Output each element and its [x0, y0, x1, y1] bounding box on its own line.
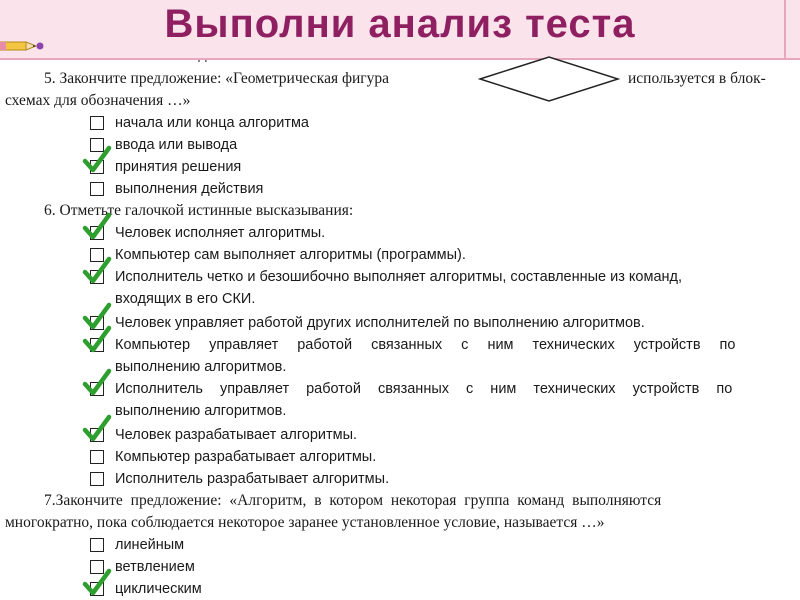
q5-option-2: ввода или вывода [115, 137, 238, 153]
q5-text-b: используется в блок- [628, 70, 766, 87]
checkbox[interactable] [90, 472, 104, 486]
title-banner [0, 0, 800, 60]
check-icon [82, 368, 112, 396]
check-icon [82, 568, 112, 596]
q7-option-3: циклическим [115, 581, 202, 597]
q6-option-3-line-1: Исполнитель четко и безошибочно выполняет алгоритмы, составленные из команд, [115, 269, 683, 285]
q6-option-2: Компьютер сам выполняет алгоритмы (программы). [115, 247, 466, 263]
checkbox[interactable] [90, 450, 104, 464]
q6-option-6-line-1: Исполнитель управляет работой связанных с ним технических устройств по [115, 381, 733, 397]
q6-option-3-line-2: входящих в его СКИ. [115, 291, 256, 307]
check-icon [82, 212, 112, 240]
banner-divider [784, 0, 786, 58]
rhombus-shape [478, 55, 620, 103]
q6-option-9: Исполнитель разрабатывает алгоритмы. [115, 471, 390, 487]
q5-text-a: 5. Закончите предложение: «Геометрическая фигура [44, 70, 390, 87]
q6-option-1: Человек исполняет алгоритмы. [115, 225, 326, 241]
checkbox[interactable] [90, 538, 104, 552]
pencil-icon [0, 36, 44, 56]
q6-option-7: Человек разрабатывает алгоритмы. [115, 427, 358, 443]
q6-text: 6. Отметьте галочкой истинные высказывания: [44, 202, 354, 219]
q5-text-c: схемах для обозначения …» [5, 92, 191, 109]
q7-option-2: ветвлением [115, 559, 195, 575]
check-icon [82, 256, 112, 284]
q5-option-1: начала или конца алгоритма [115, 115, 309, 131]
check-icon [82, 145, 112, 173]
q6-option-6-line-2: выполнению алгоритмов. [115, 403, 287, 419]
check-icon [82, 325, 112, 353]
q5-option-4: выполнения действия [115, 181, 264, 197]
q6-option-5-line-2: выполнению алгоритмов. [115, 359, 287, 375]
checkbox[interactable] [90, 116, 104, 130]
checkbox[interactable] [90, 182, 104, 196]
q6-option-5-line-1: Компьютер управляет работой связанных с ним технических устройств по [115, 337, 736, 353]
page-title: Выполни анализ теста [164, 2, 636, 46]
q7-option-1: линейным [115, 537, 185, 553]
q7-text-line-2: многократно, пока соблюдается некоторое заранее установленное условие, называется …» [5, 514, 605, 531]
q6-option-8: Компьютер разрабатывает алгоритмы. [115, 449, 377, 465]
q6-option-4: Человек управляет работой других исполнителей по выполнению алгоритмов. [115, 315, 645, 331]
q5-option-3: принятия решения [115, 159, 242, 175]
check-icon [82, 414, 112, 442]
q7-text-line-1: 7.Закончите предложение: «Алгоритм, в котором некоторая группа команд выполняются [44, 492, 662, 509]
